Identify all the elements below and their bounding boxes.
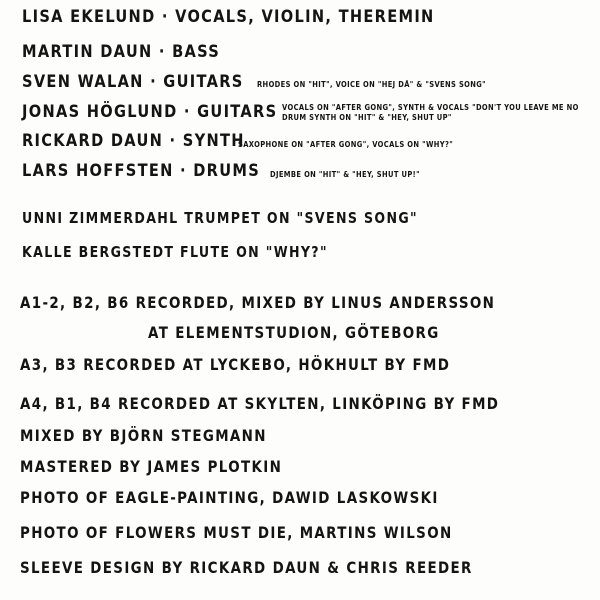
credit-mixing: MIXED BY BJÖRN STEGMANN [20,426,267,445]
credit-sleeve-design: SLEEVE DESIGN BY RICKARD DAUN & CHRIS REEDER [20,558,473,577]
credit-elementstudion-location: AT ELEMENTSTUDION, GÖTEBORG [148,323,440,342]
band-member-sven-walan: SVEN WALAN · GUITARS [22,72,244,92]
guest-kalle-bergstedt: KALLE BERGSTEDT FLUTE ON "WHY?" [22,243,328,261]
band-member-lars-hoffsten: LARS HOFFSTEN · DRUMS [22,161,261,181]
credit-flowers-must-die-photo: PHOTO OF FLOWERS MUST DIE, MARTINS WILSON [20,523,453,542]
band-member-lisa-ekelund: LISA EKELUND · VOCALS, VIOLIN, THEREMIN [22,7,435,27]
jonas-hoglund-instrument-note-line-2: DRUM SYNTH ON "HIT" & "HEY, SHUT UP" [282,113,452,122]
jonas-hoglund-instrument-note-line-1: VOCALS ON "AFTER GONG", SYNTH & VOCALS "DON'T YOU LEAVE ME NO [282,103,579,112]
lars-hoffsten-instrument-note: DJEMBE ON "HIT" & "HEY, SHUT UP!" [270,170,420,179]
credit-a3-b3-recording: A3, B3 RECORDED AT LYCKEBO, HÖKHULT BY FMD [20,355,451,374]
credit-mastering: MASTERED BY JAMES PLOTKIN [20,457,283,476]
guest-unni-zimmerdahl: UNNI ZIMMERDAHL TRUMPET ON "SVENS SONG" [22,209,418,227]
credit-a4-b1-b4-recording: A4, B1, B4 RECORDED AT SKYLTEN, LINKÖPING BY FMD [20,394,500,413]
credit-a1-a2-b2-b6-recording: A1-2, B2, B6 RECORDED, MIXED BY LINUS ANDERSSON [20,293,496,312]
sven-walan-instrument-note: RHODES ON "HIT", VOICE ON "HEJ DÅ" & "SVENS SONG" [257,80,487,89]
rickard-daun-instrument-note: SAXOPHONE ON "AFTER GONG", VOCALS ON "WHY?" [238,140,454,149]
band-member-martin-daun: MARTIN DAUN · BASS [22,42,221,62]
band-member-rickard-daun: RICKARD DAUN · SYNTH [22,131,245,151]
band-member-jonas-hoglund: JONAS HÖGLUND · GUITARS [22,102,278,122]
credit-eagle-painting-photo: PHOTO OF EAGLE-PAINTING, DAWID LASKOWSKI [20,488,439,507]
